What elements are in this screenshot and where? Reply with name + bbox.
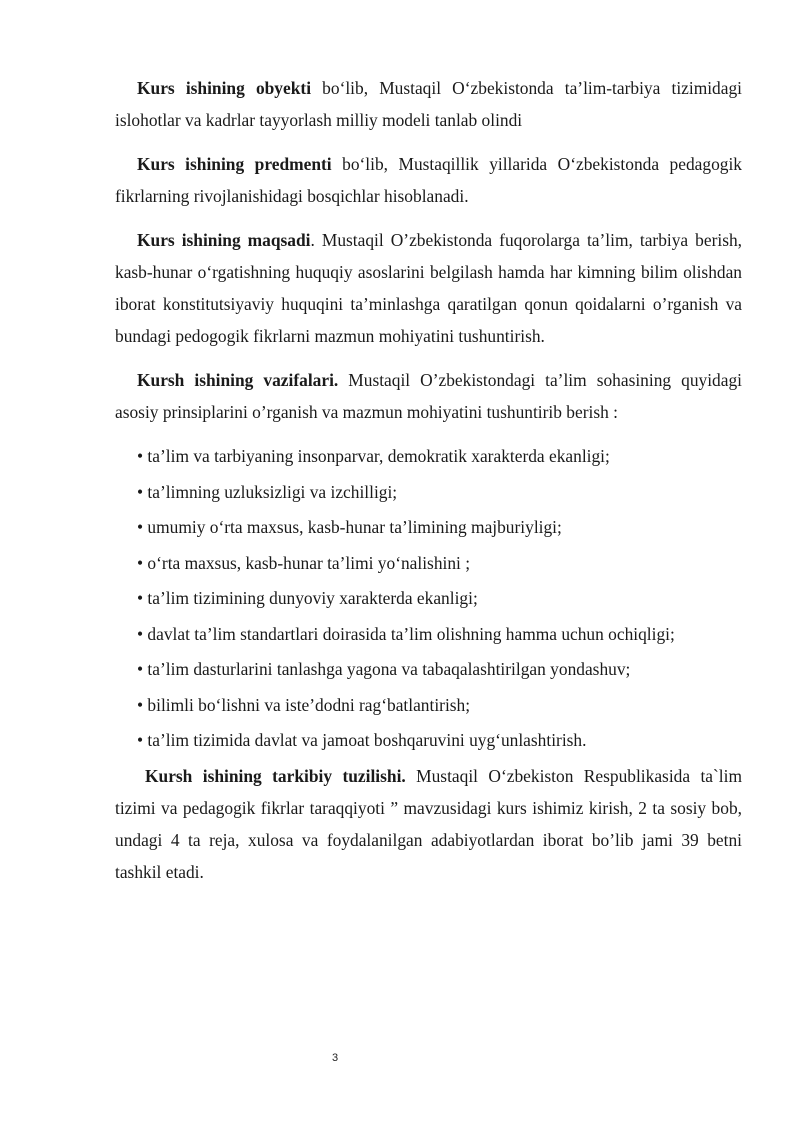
paragraph-structure (115, 760, 742, 888)
list-item: • davlat ta’lim standartlari doirasida ta’lim olishning hamma uchun ochiqligi; (137, 623, 675, 644)
paragraph-tasks (115, 364, 742, 428)
paragraph-object-heading: Kurs ishining obyekti (137, 78, 312, 98)
list-item: • ta’lim dasturlarini tanlashga yagona va tabaqalashtirilgan yondashuv; (137, 659, 631, 679)
list-item: • ta’lim va tarbiyaning insonparvar, demokratik xarakterda ekanligi; (137, 446, 610, 466)
list-item: • ta’limning uzluksizligi va izchilligi; (137, 481, 398, 502)
list-item: • bilimli bo‘lishni va iste’dodni rag‘batlantirish; (137, 694, 471, 715)
paragraph-structure-heading: Kursh ishining tarkibiy tuzilishi. (145, 765, 406, 786)
list-item: • umumiy o‘rta maxsus, kasb-hunar ta’limining majburiyligi; (137, 517, 562, 537)
paragraph-object (115, 72, 742, 136)
paragraph-goal-heading: Kurs ishining maqsadi (137, 230, 311, 250)
paragraph-subject (115, 148, 742, 212)
paragraph-goal-text: . Mustaqil O’zbekistonda fuqorolarga ta’lim, tarbiya berish, kasb-hunar o‘rgatishning huquqiy asoslarini belgilash hamda har kimning bilim olishdan iborat konstitutsiyaviy huquqini ta’minlashga qaratilgan qonun qoidalarni o’rganish va bundagi pedogogik fikrlarni mazmun mohiyatini tushuntirish. (115, 230, 742, 346)
paragraph-goal (115, 224, 742, 352)
paragraph-subject-text: bo‘lib, Mustaqillik yillarida O‘zbekistonda pedagogik fikrlarning rivojlanishidagi bosqichlar hisoblanadi. (115, 154, 742, 206)
paragraph-tasks-text: Mustaqil O’zbekistondagi ta’lim sohasining quyidagi asosiy prinsiplarini o’rganish va mazmun mohiyatini tushuntirib berish : (115, 370, 742, 422)
list-item: • ta’lim tizimining dunyoviy xarakterda ekanligi; (137, 588, 478, 608)
principles-list (115, 440, 742, 756)
paragraph-object-text: bo‘lib, Mustaqil O‘zbekistonda ta’lim-tarbiya tizimidagi islohotlar va kadrlar tayyorlash milliy modeli tanlab olindi (115, 78, 743, 130)
list-item: • o‘rta maxsus, kasb-hunar ta’limi yo‘nalishini ; (137, 552, 471, 573)
page-number: 3 (331, 1052, 339, 1064)
page-content (115, 72, 742, 900)
list-item: • ta’lim tizimida davlat va jamoat boshqaruvini uyg‘unlashtirish. (137, 730, 587, 750)
paragraph-tasks-heading: Kursh ishining vazifalari. (137, 370, 339, 390)
paragraph-subject-heading: Kurs ishining predmenti (137, 154, 332, 174)
paragraph-structure-text: Mustaqil O‘zbekiston Respublikasida ta`lim tizimi va pedagogik fikrlar taraqqiyoti ” mavzusidagi kurs ishimiz kirish, 2 ta sosiy bob, undagi 4 ta reja, xulosa va foydalanilgan adabiyotlardan iborat bo’lib jami 39 betni tashkil etadi. (115, 765, 742, 882)
